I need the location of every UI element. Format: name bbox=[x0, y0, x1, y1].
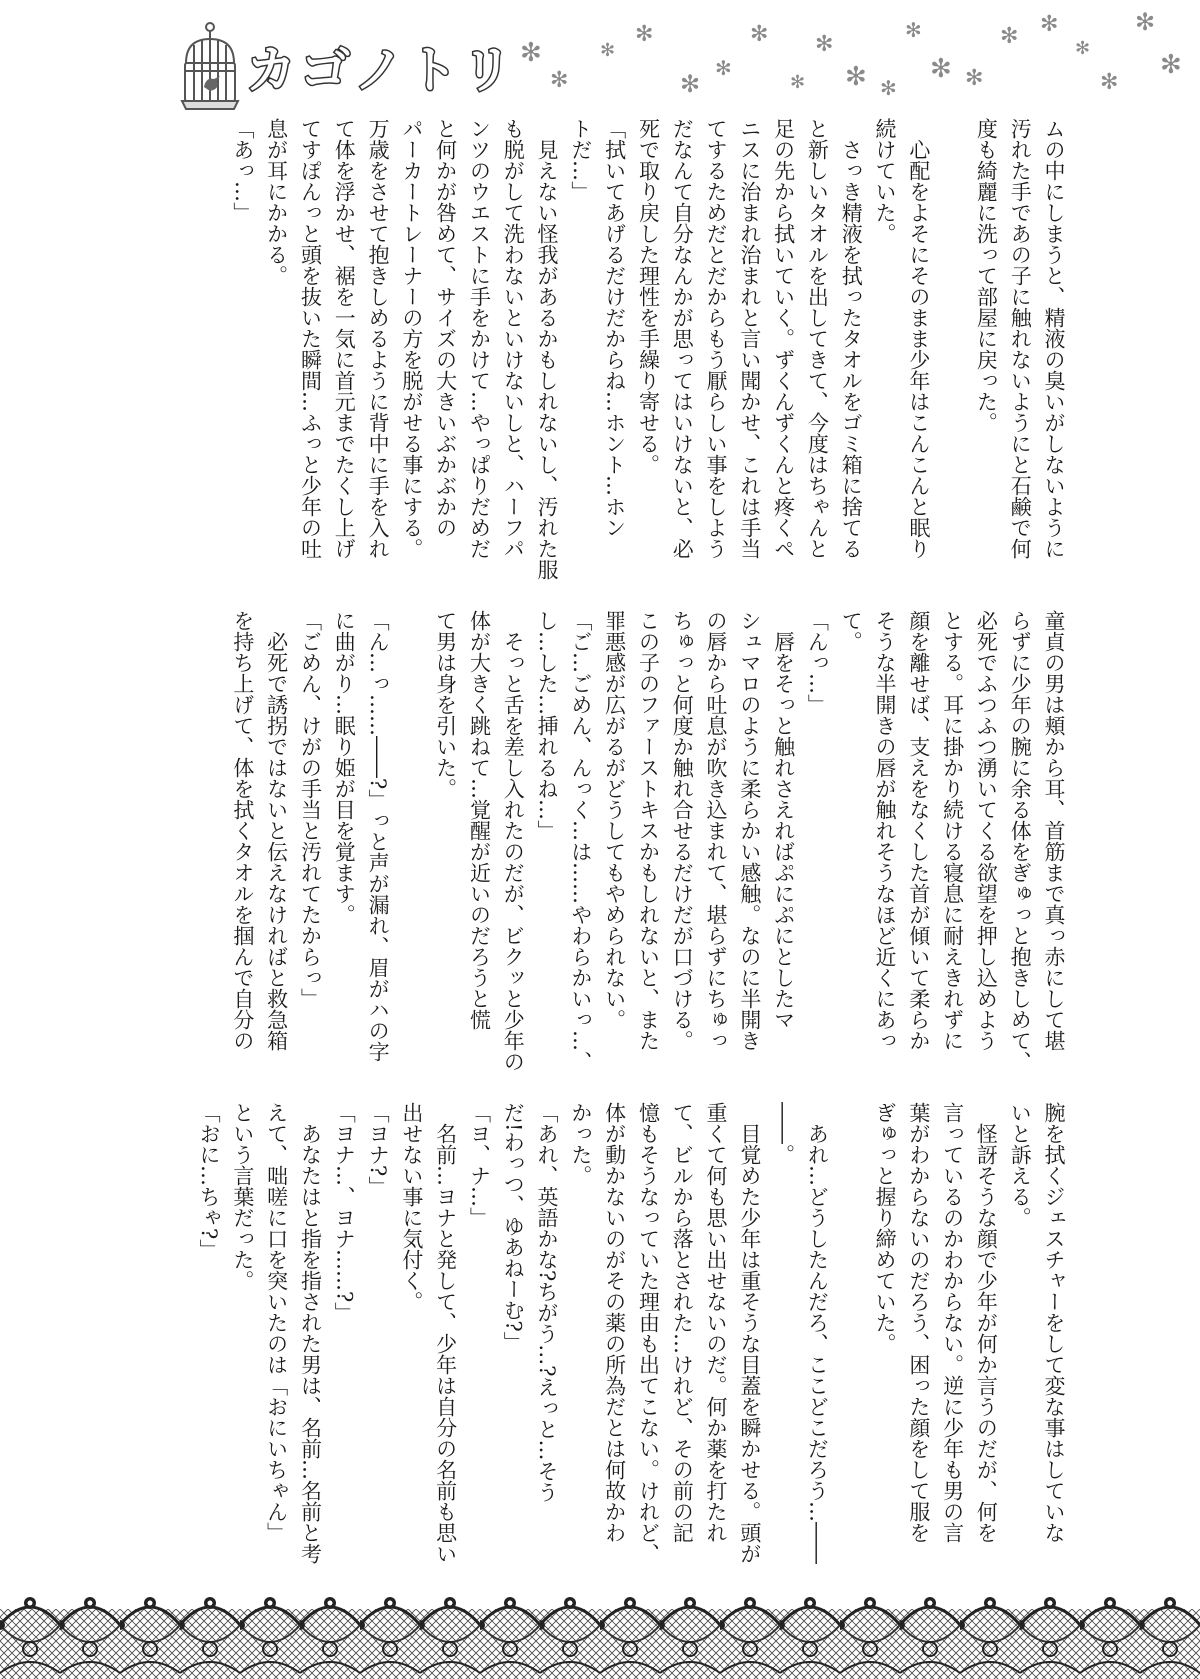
text-line: し…した…挿れるね…」 bbox=[535, 610, 560, 841]
flower-icon: ✻ bbox=[845, 62, 867, 92]
text-line: て体を浮かせ、裾を一気に首元までたくし上げ bbox=[332, 118, 357, 559]
text-line: 足の先から拭いていく。ずくんずくんと疼くペ bbox=[771, 118, 796, 559]
text-line: の唇から吐息が吹き込まれて、堪らずにちゅっ bbox=[704, 610, 729, 1051]
flower-icon: ✻ bbox=[1100, 70, 1119, 95]
text-line: 目覚めた少年は重そうな目蓋を瞬かせる。頭が bbox=[737, 1102, 762, 1564]
flower-icon: ✻ bbox=[680, 70, 701, 98]
chapter-title: カゴノトリ bbox=[246, 40, 516, 99]
text-line: シュマロのように柔らかい感触。なのに半開き bbox=[737, 610, 762, 1051]
text-line: かった。 bbox=[568, 1102, 593, 1186]
text-line: そっと舌を差し入れたのだが、ビクッと少年の bbox=[501, 610, 526, 1072]
text-line: 「あっ…」 bbox=[230, 118, 255, 223]
flower-icon: ✻ bbox=[965, 66, 984, 91]
text-line: ぎゅっと握り締めていた。 bbox=[873, 1102, 898, 1354]
flower-icon: ✻ bbox=[1000, 24, 1019, 49]
blank-line bbox=[394, 610, 428, 1096]
blank-line bbox=[833, 1102, 867, 1588]
text-line: 度も綺麗に洗って部屋に戻った。 bbox=[974, 118, 999, 433]
flower-decoration bbox=[520, 0, 1200, 110]
flower-icon: ✻ bbox=[880, 76, 897, 100]
flower-icon: ✻ bbox=[790, 72, 806, 93]
text-line: えて、咄嗟に口を突いたのは「おにいちゃん」 bbox=[264, 1102, 289, 1543]
text-line: 「拭いてあげるだけだからね…ホント…ホン bbox=[602, 118, 627, 538]
text-line: 息が耳にかかる。 bbox=[264, 118, 289, 286]
text-line: 葉がわからないのだろう、困った顔をして服を bbox=[906, 1102, 931, 1543]
text-line: ニスに治まれ治まれと言い聞かせ、これは手当 bbox=[737, 118, 762, 559]
text-line: と新しいタオルを出してきて、今度はちゃんと bbox=[805, 118, 830, 559]
text-block-3 bbox=[190, 1102, 1070, 1588]
text-line: 「あれ、英語かな?ちがう…?えっと…そう bbox=[535, 1102, 560, 1503]
text-line: 名前…ヨナと発して、少年は自分の名前も思い bbox=[433, 1102, 458, 1564]
flower-icon: ✻ bbox=[1135, 8, 1156, 36]
text-line: この子のファーストキスかもしれないと、また bbox=[636, 610, 661, 1051]
text-line: 汚れた手であの子に触れないようにと石鹸で何 bbox=[1008, 118, 1033, 559]
text-line: とする。耳に掛かり続ける寝息に耐えきれずに bbox=[940, 610, 965, 1051]
text-line: て。 bbox=[839, 610, 864, 652]
text-line: という言葉だった。 bbox=[230, 1102, 255, 1291]
text-line: らずに少年の腕に余る体をぎゅっと抱きしめて、 bbox=[1008, 610, 1033, 1072]
text-line: て男は身を引いた。 bbox=[433, 610, 458, 799]
text-line: そうな半開きの唇が触れそうなほど近くにあっ bbox=[873, 610, 898, 1051]
text-line: 出せない事に気付く。 bbox=[399, 1102, 424, 1312]
flower-icon: ✻ bbox=[905, 18, 922, 42]
blank-line bbox=[935, 118, 969, 604]
flower-icon: ✻ bbox=[520, 38, 542, 68]
text-line: 見えない怪我があるかもしれないし、汚れた服 bbox=[535, 118, 560, 580]
flower-icon: ✻ bbox=[1160, 50, 1182, 80]
lace-border bbox=[0, 1593, 1200, 1679]
text-line: に曲がり…眠り姫が目を覚ます。 bbox=[332, 610, 357, 925]
text-line: 「ヨナ?」 bbox=[366, 1102, 391, 1198]
flower-icon: ✻ bbox=[600, 40, 616, 61]
text-line: て、ビルから落とされた…けれど、その前の記 bbox=[670, 1102, 695, 1543]
text-line: トだ…」 bbox=[568, 118, 593, 202]
text-line: 「おに…ちゃ?」 bbox=[197, 1102, 222, 1261]
flower-icon: ✻ bbox=[550, 68, 569, 93]
text-line: 「ん…っ……――?」っと声が漏れ、眉がハの字 bbox=[366, 610, 391, 1063]
text-line: 腕を拭くジェスチャーをして変な事はしていな bbox=[1042, 1102, 1066, 1543]
text-line: も脱がして洗わないといけないしと、ハーフパ bbox=[501, 118, 526, 559]
text-line: 罪悪感が広がるがどうしてもやめられない。 bbox=[602, 610, 627, 1030]
flower-icon: ✻ bbox=[815, 32, 834, 57]
text-line: 唇をそっと触れさえればぷにぷにとしたマ bbox=[771, 610, 796, 1030]
text-line: 体が動かないのがその薬の所為だとは何故かわ bbox=[602, 1102, 627, 1543]
text-line: 続けていた。 bbox=[873, 118, 898, 244]
text-line: 必死で誘拐ではないと伝えなければと救急箱 bbox=[264, 610, 289, 1051]
text-line: 「ヨ、ナ…」 bbox=[467, 1102, 492, 1228]
text-line: 「んっ…」 bbox=[805, 610, 830, 715]
text-line: 死で取り戻した理性を手繰り寄せる。 bbox=[636, 118, 661, 475]
text-line: あなたはと指を指された男は、名前…名前と考 bbox=[298, 1102, 323, 1564]
text-line: 万歳をさせて抱きしめるように背中に手を入れ bbox=[366, 118, 391, 559]
text-line: ンツのウエストに手をかけて…やっぱりだめだ bbox=[467, 118, 492, 559]
text-line: と何かが咎めて、サイズの大きいぶかぶかの bbox=[433, 118, 458, 538]
text-line: 童貞の男は頬から耳、首筋まで真っ赤にして堪 bbox=[1042, 610, 1066, 1051]
birdcage-icon bbox=[180, 21, 240, 111]
text-line: あれ…どうしたんだろ、ここどこだろう…―― bbox=[805, 1102, 830, 1564]
text-line: 必死でふつふつ湧いてくる欲望を押し込めよう bbox=[974, 610, 999, 1051]
text-line: だなんて自分なんかが思ってはいけないと、必 bbox=[670, 118, 695, 559]
text-line: 重くて何も思い出せないのだ。何か薬を打たれ bbox=[704, 1102, 729, 1543]
flower-icon: ✻ bbox=[1040, 12, 1059, 37]
text-line: 「ヨナ…、ヨナ……?」 bbox=[332, 1102, 357, 1324]
text-line: 怪訝そうな顔で少年が何か言うのだが、何を bbox=[974, 1102, 999, 1543]
text-line: 言っているのかわからない。逆に少年も男の言 bbox=[940, 1102, 965, 1543]
flower-icon: ✻ bbox=[635, 22, 654, 47]
flower-icon: ✻ bbox=[930, 54, 952, 84]
text-line: パーカートレーナーの方を脱がせる事にする。 bbox=[399, 118, 424, 559]
text-line: を持ち上げて、体を拭くタオルを掴んで自分の bbox=[230, 610, 255, 1051]
text-line: ちゅっと何度か触れ合せるだけだが口づける。 bbox=[670, 610, 695, 1051]
text-line: 憶もそうなっていた理由も出てこない。けれど、 bbox=[636, 1102, 661, 1564]
text-line: てすぽんっと頭を抜いた瞬間…ふっと少年の吐 bbox=[298, 118, 323, 559]
text-block-1 bbox=[190, 118, 1070, 604]
text-line: てするためだとだからもう厭らしい事をしよう bbox=[704, 118, 729, 559]
text-line: さっき精液を拭ったタオルをゴミ箱に捨てる bbox=[839, 118, 864, 559]
text-line: 体が大きく跳ねて…覚醒が近いのだろうと慌 bbox=[467, 610, 492, 1030]
text-line: 「ご…ごめん、んっく…は……やわらかいっ…、 bbox=[568, 610, 593, 1072]
text-line: だ!わっつ、ゆあねーむ?」 bbox=[501, 1102, 526, 1353]
text-block-2 bbox=[190, 610, 1070, 1096]
text-line: 心配をよそにそのまま少年はこんこんと眠り bbox=[906, 118, 931, 559]
text-line: ムの中にしまうと、精液の臭いがしないように bbox=[1042, 118, 1066, 559]
flower-icon: ✻ bbox=[750, 22, 769, 47]
chapter-header bbox=[180, 18, 516, 113]
flower-icon: ✻ bbox=[1075, 38, 1091, 59]
text-line: 顔を離せば、支えをなくした首が傾いて柔らか bbox=[906, 610, 931, 1051]
text-line: ――。 bbox=[771, 1102, 796, 1165]
text-line: 「ごめん、けがの手当と汚れてたからっ」 bbox=[298, 610, 323, 1009]
text-line: いと訴える。 bbox=[1008, 1102, 1033, 1228]
flower-icon: ✻ bbox=[715, 56, 732, 80]
